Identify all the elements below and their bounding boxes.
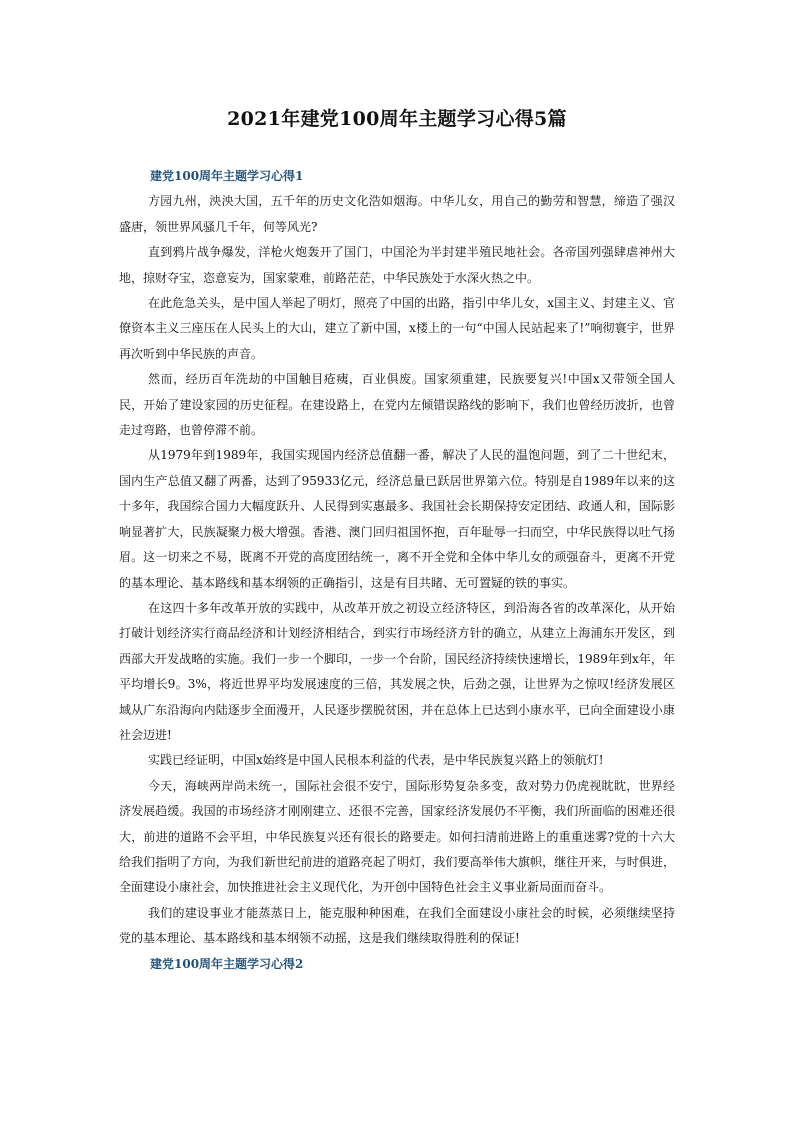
- paragraph: 今天，海峡两岸尚未统一，国际社会很不安宁，国际形势复杂多变，敌对势力仍虎视眈眈，世界经济发展趋缓。我国的市场经济才刚刚建立、还很不完善，国家经济发展仍不平衡，我们所面临的困难还很大，前进的道路不会平坦，中华民族复兴还有很长的路要走。如何扫清前进路上的重重迷雾?党的十六大给我们指明了方向，为我们新世纪前进的道路亮起了明灯，我们要高举伟大旗帜，继往开来，与时俱进，全面建设小康社会，加快推进社会主义现代化，为开创中国特色社会主义事业新局面而奋斗。: [119, 778, 675, 895]
- document-title: 2021年建党100周年主题学习心得5篇: [227, 108, 567, 130]
- paragraph: 实践已经证明，中国x始终是中国人民根本利益的代表，是中华民族复兴路上的领航灯!: [148, 753, 604, 768]
- section-heading-1: 建党100周年主题学习心得1: [150, 169, 304, 183]
- paragraph: 直到鸦片战争爆发，洋枪火炮轰开了国门，中国沦为半封建半殖民地社会。各帝国列强肆虐神州大地，掠财夺宝，恣意妄为，国家蒙难，前路茫茫，中华民族处于水深火热之中。: [119, 245, 675, 285]
- paragraph: 然而，经历百年洗劫的中国触目疮痍，百业俱废。国家须重建，民族要复兴!中国x又带领全国人民，开始了建设家园的历史征程。在建设路上，在党内左倾错误路线的影响下，我们也曾经历波折，也曾走过弯路，也曾停滞不前。: [119, 372, 675, 438]
- document-body: [119, 164, 675, 977]
- paragraph: 我们的建设事业才能蒸蒸日上，能克服种种困难，在我们全面建设小康社会的时候，必须继续坚持党的基本理论、基本路线和基本纲领不动摇，这是我们继续取得胜利的保证!: [119, 905, 675, 946]
- paragraph: 在这四十多年改革开放的实践中，从改革开放之初设立经济特区，到沿海各省的改革深化，从开始打破计划经济实行商品经济和计划经济相结合，到实行市场经济方针的确立，从建立上海浦东开发区，到西部大开发战略的实施。我们一步一个脚印，一步一个台阶，国民经济持续快速增长，1989年到x年，年平均增长9。3%，将近世界平均发展速度的三倍，其发展之快，后劲之强，让世界为之惊叹!经济发展区域从广东沿海向内陆逐步全面漫开，人民逐步摆脱贫困，并在总体上已达到小康水平，已向全面建设小康社会迈进!: [119, 600, 675, 742]
- section-heading-2: 建党100周年主题学习心得2: [150, 956, 304, 971]
- paragraph: 方园九州，泱泱大国，五千年的历史文化浩如烟海。中华儿女，用自己的勤劳和智慧，缔造了强汉盛唐，领世界风骚几千年，何等风光?: [119, 194, 675, 234]
- paragraph: 在此危急关头，是中国人举起了明灯，照亮了中国的出路，指引中华儿女，x国主义、封建主义、官僚资本主义三座压在人民头上的大山，建立了新中国，x楼上的一句“中国人民站起来了!”响彻寰宇，世界再次听到中华民族的声音。: [119, 296, 675, 361]
- paragraph: 从1979年到1989年，我国实现国内经济总值翻一番，解决了人民的温饱问题，到了二十世纪末，国内生产总值又翻了两番，达到了95933亿元，经济总量已跃居世界第六位。特别是自1989年以来的这十多年，我国综合国力大幅度跃升、人民得到实惠最多、我国社会长期保持安定团结、政通人和，国际影响显著扩大，民族凝聚力极大增强。香港、澳门回归祖国怀抱，百年耻辱一扫而空，中华民族得以吐气扬眉。这一切来之不易，既离不开党的高度团结统一，离不开全党和全体中华儿女的顽强奋斗，更离不开党的基本理论、基本路线和基本纲领的正确指引，这是有目共睹、无可置疑的铁的事实。: [119, 448, 675, 590]
